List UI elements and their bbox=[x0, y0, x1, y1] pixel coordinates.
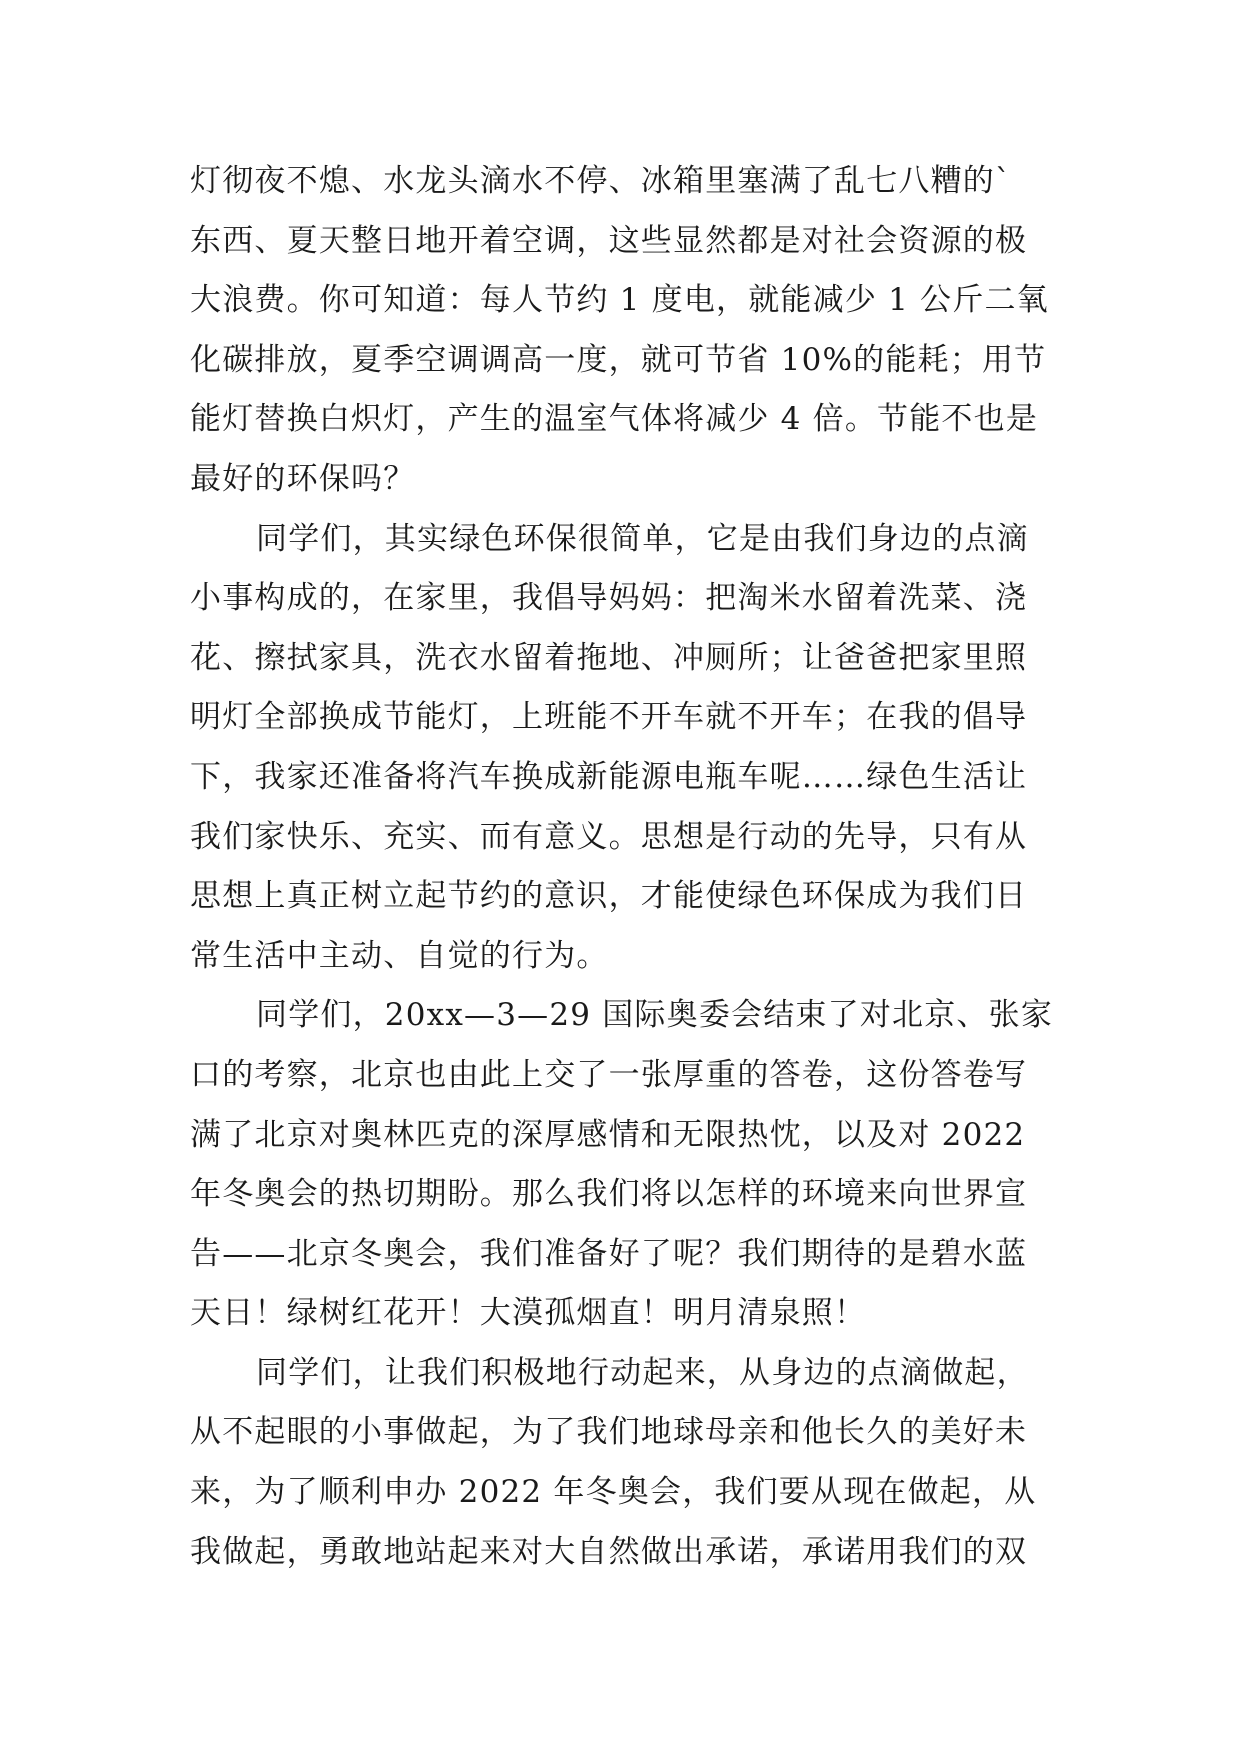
text-line: 常生活中主动、自觉的行为。 bbox=[190, 937, 609, 974]
text-line: 小事构成的，在家里，我倡导妈妈：把淘米水留着洗菜、浇 bbox=[190, 580, 1028, 617]
text-line: 天日！绿树红花开！大漠孤烟直！明月清泉照！ bbox=[190, 1295, 867, 1332]
text-line: 花、擦拭家具，洗衣水留着拖地、冲厕所；让爸爸把家里照 bbox=[190, 639, 1028, 676]
paragraph-start-line: 同学们，让我们积极地行动起来，从身边的点滴做起， bbox=[256, 1354, 1029, 1391]
text-line: 口的考察，北京也由此上交了一张厚重的答卷，这份答卷写 bbox=[190, 1056, 1028, 1093]
text-line: 化碳排放，夏季空调调高一度，就可节省 10%的能耗；用节 bbox=[190, 341, 1047, 378]
paragraph-start-line: 同学们，其实绿色环保很简单，它是由我们身边的点滴 bbox=[256, 520, 1029, 557]
text-line: 能灯替换白炽灯，产生的温室气体将减少 4 倍。节能不也是 bbox=[190, 401, 1039, 438]
text-line: 明灯全部换成节能灯，上班能不开车就不开车；在我的倡导 bbox=[190, 699, 1028, 736]
text-line: 来，为了顺利申办 2022 年冬奥会，我们要从现在做起，从 bbox=[190, 1474, 1037, 1511]
text-line: 大浪费。你可知道：每人节约 1 度电，就能减少 1 公斤二氧 bbox=[190, 282, 1049, 319]
text-line: 下，我家还准备将汽车换成新能源电瓶车呢……绿色生活让 bbox=[190, 758, 1028, 795]
paragraph-start-line: 同学们，20xx—3—29 国际奥委会结束了对北京、张家 bbox=[256, 997, 1054, 1034]
text-line: 告——北京冬奥会，我们准备好了呢？我们期待的是碧水蓝 bbox=[190, 1235, 1028, 1272]
text-line: 满了北京对奥林匹克的深厚感情和无限热忱，以及对 2022 bbox=[190, 1116, 1026, 1153]
text-line: 我做起，勇敢地站起来对大自然做出承诺，承诺用我们的双 bbox=[190, 1533, 1028, 1570]
text-line: 东西、夏天整日地开着空调，这些显然都是对社会资源的极 bbox=[190, 222, 1028, 259]
text-line: 我们家快乐、充实、而有意义。思想是行动的先导，只有从 bbox=[190, 818, 1028, 855]
body-text bbox=[190, 152, 1070, 1582]
text-line: 从不起眼的小事做起，为了我们地球母亲和他长久的美好未 bbox=[190, 1414, 1028, 1451]
text-line: 年冬奥会的热切期盼。那么我们将以怎样的环境来向世界宣 bbox=[190, 1176, 1028, 1213]
text-line: 思想上真正树立起节约的意识，才能使绿色环保成为我们日 bbox=[190, 878, 1028, 915]
text-line: 灯彻夜不熄、水龙头滴水不停、冰箱里塞满了乱七八糟的` bbox=[190, 163, 1012, 199]
text-line: 最好的环保吗？ bbox=[190, 460, 416, 497]
